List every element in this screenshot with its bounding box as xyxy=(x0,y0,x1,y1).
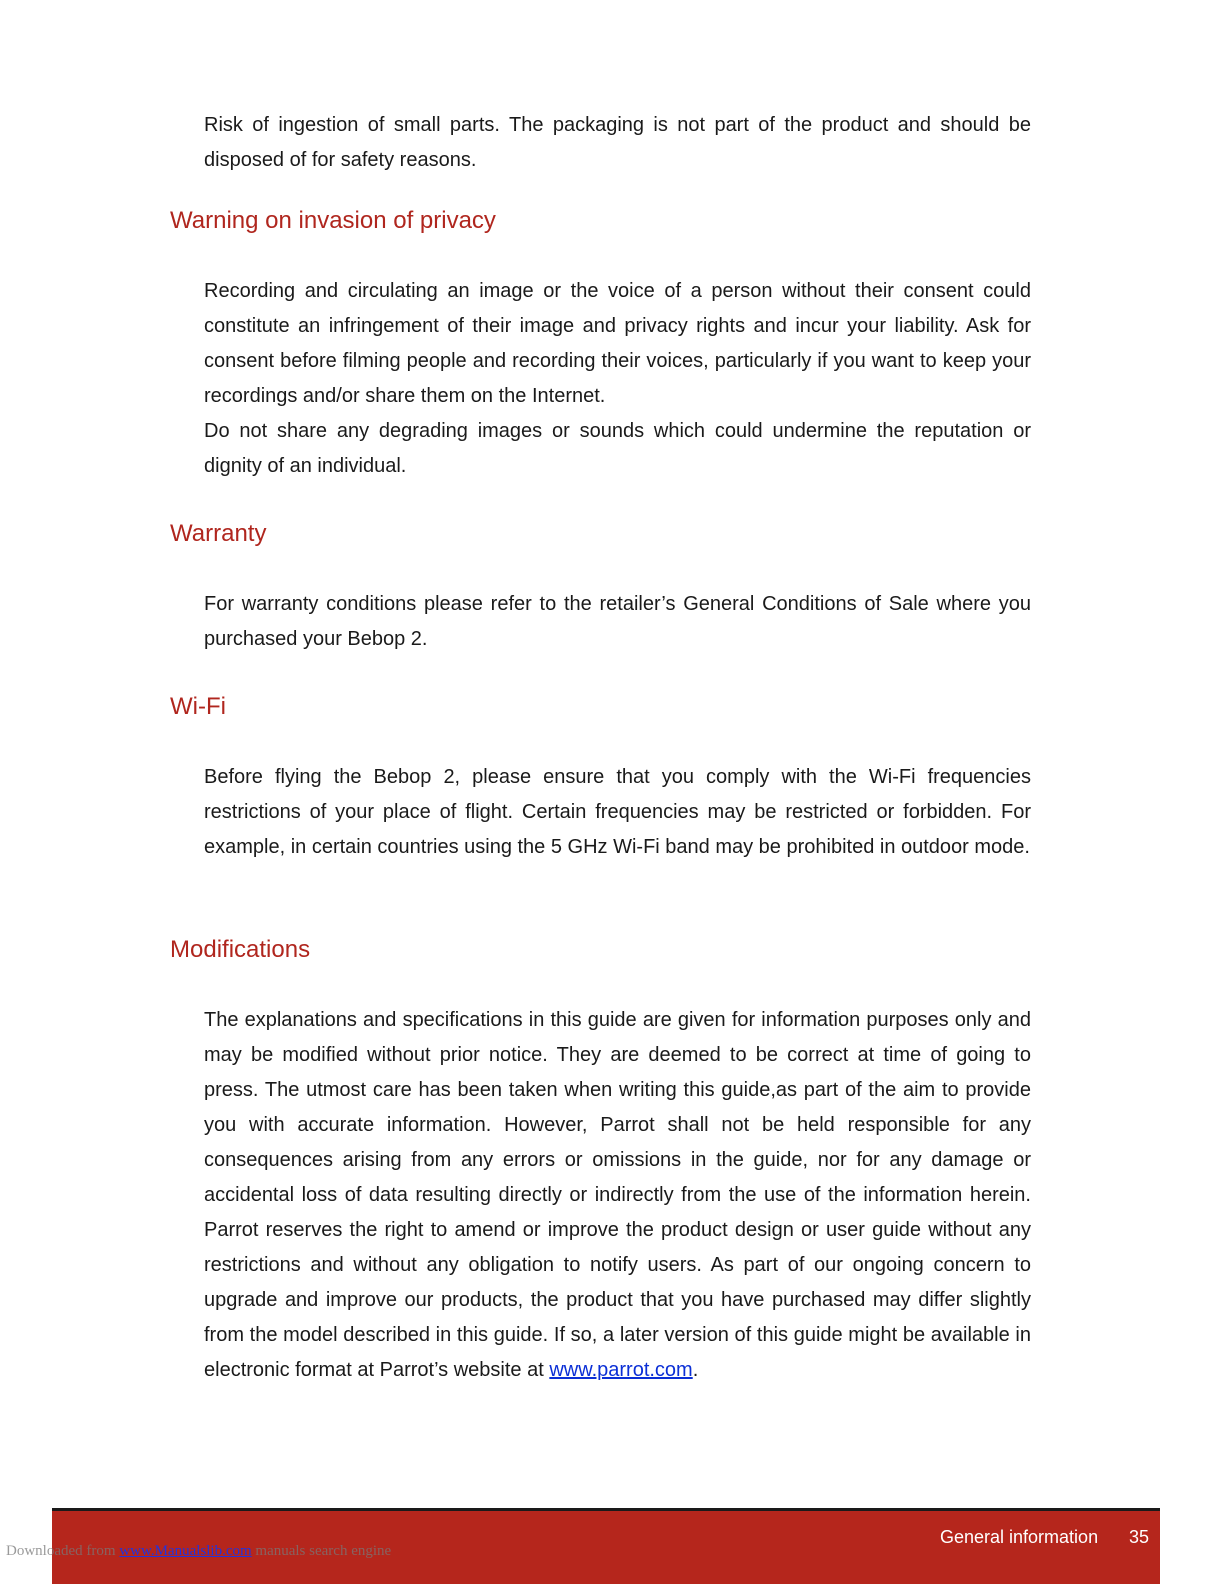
intro-text: Risk of ingestion of small parts. The packaging is not part of the product and should be disposed of for safety reasons. xyxy=(204,114,1031,171)
intro-paragraph xyxy=(204,108,1031,178)
heading-privacy: Warning on invasion of privacy xyxy=(170,207,496,234)
privacy-paragraph-1: Recording and circulating an image or the voice of a person without their consent could constitute an infringement of their image and privacy rights and incur your liability. Ask for consent before filming people and recording their voices, particularly if you want to keep your recordings and/or share them on the Internet. xyxy=(204,280,1031,407)
modifications-text xyxy=(204,1003,1031,1388)
parrot-website-link[interactable]: www.parrot.com xyxy=(549,1359,693,1381)
wifi-text: Before flying the Bebop 2, please ensure that you comply with the Wi-Fi frequencies restrictions of your place of flight. Certain frequencies may be restricted or forbidden. For example, in certain countries using the 5 GHz Wi-Fi band may be prohibited in outdoor mode. xyxy=(204,766,1031,858)
wifi-paragraph xyxy=(204,760,1031,865)
warranty-text: For warranty conditions please refer to the retailer’s General Conditions of Sale where you purchased your Bebop 2. xyxy=(204,593,1031,650)
manualslib-link[interactable]: www.Manualslib.com xyxy=(119,1543,252,1559)
heading-modifications: Modifications xyxy=(170,936,311,963)
download-watermark xyxy=(6,1542,391,1560)
download-suffix: manuals search engine xyxy=(251,1543,392,1559)
modifications-period: . xyxy=(692,1359,699,1381)
modifications-paragraph xyxy=(204,1003,1031,1388)
heading-wifi: Wi-Fi xyxy=(170,693,226,720)
modifications-body: The explanations and specifications in this guide are given for information purposes only and may be modified without prior notice. They are deemed to be correct at time of going to press. The utmost care has been taken when writing this guide,as part of the aim to provide you with accurate information. However, Parrot shall not be held responsible for any consequences arising from any errors or omissions in the guide, nor for any damage or accidental loss of data resulting directly or indirectly from the use of the information herein. Parrot reserves the right to amend or improve the product design or user guide without any restrictions and without any obligation to notify users. As part of our ongoing concern to upgrade and improve our products, the product that you have purchased may differ slightly from the model described in this guide. If so, a later version of this guide might be available in electronic format at Parrot’s website at xyxy=(204,1009,1031,1381)
warranty-paragraph xyxy=(204,587,1031,657)
download-prefix: Downloaded from xyxy=(6,1543,120,1559)
heading-warranty: Warranty xyxy=(170,520,267,547)
privacy-paragraph-2: Do not share any degrading images or sounds which could undermine the reputation or dignity of an individual. xyxy=(204,420,1031,477)
footer-section-label: General information xyxy=(940,1527,1099,1547)
footer-page-number: 35 xyxy=(1129,1527,1150,1547)
privacy-paragraphs xyxy=(204,274,1031,484)
